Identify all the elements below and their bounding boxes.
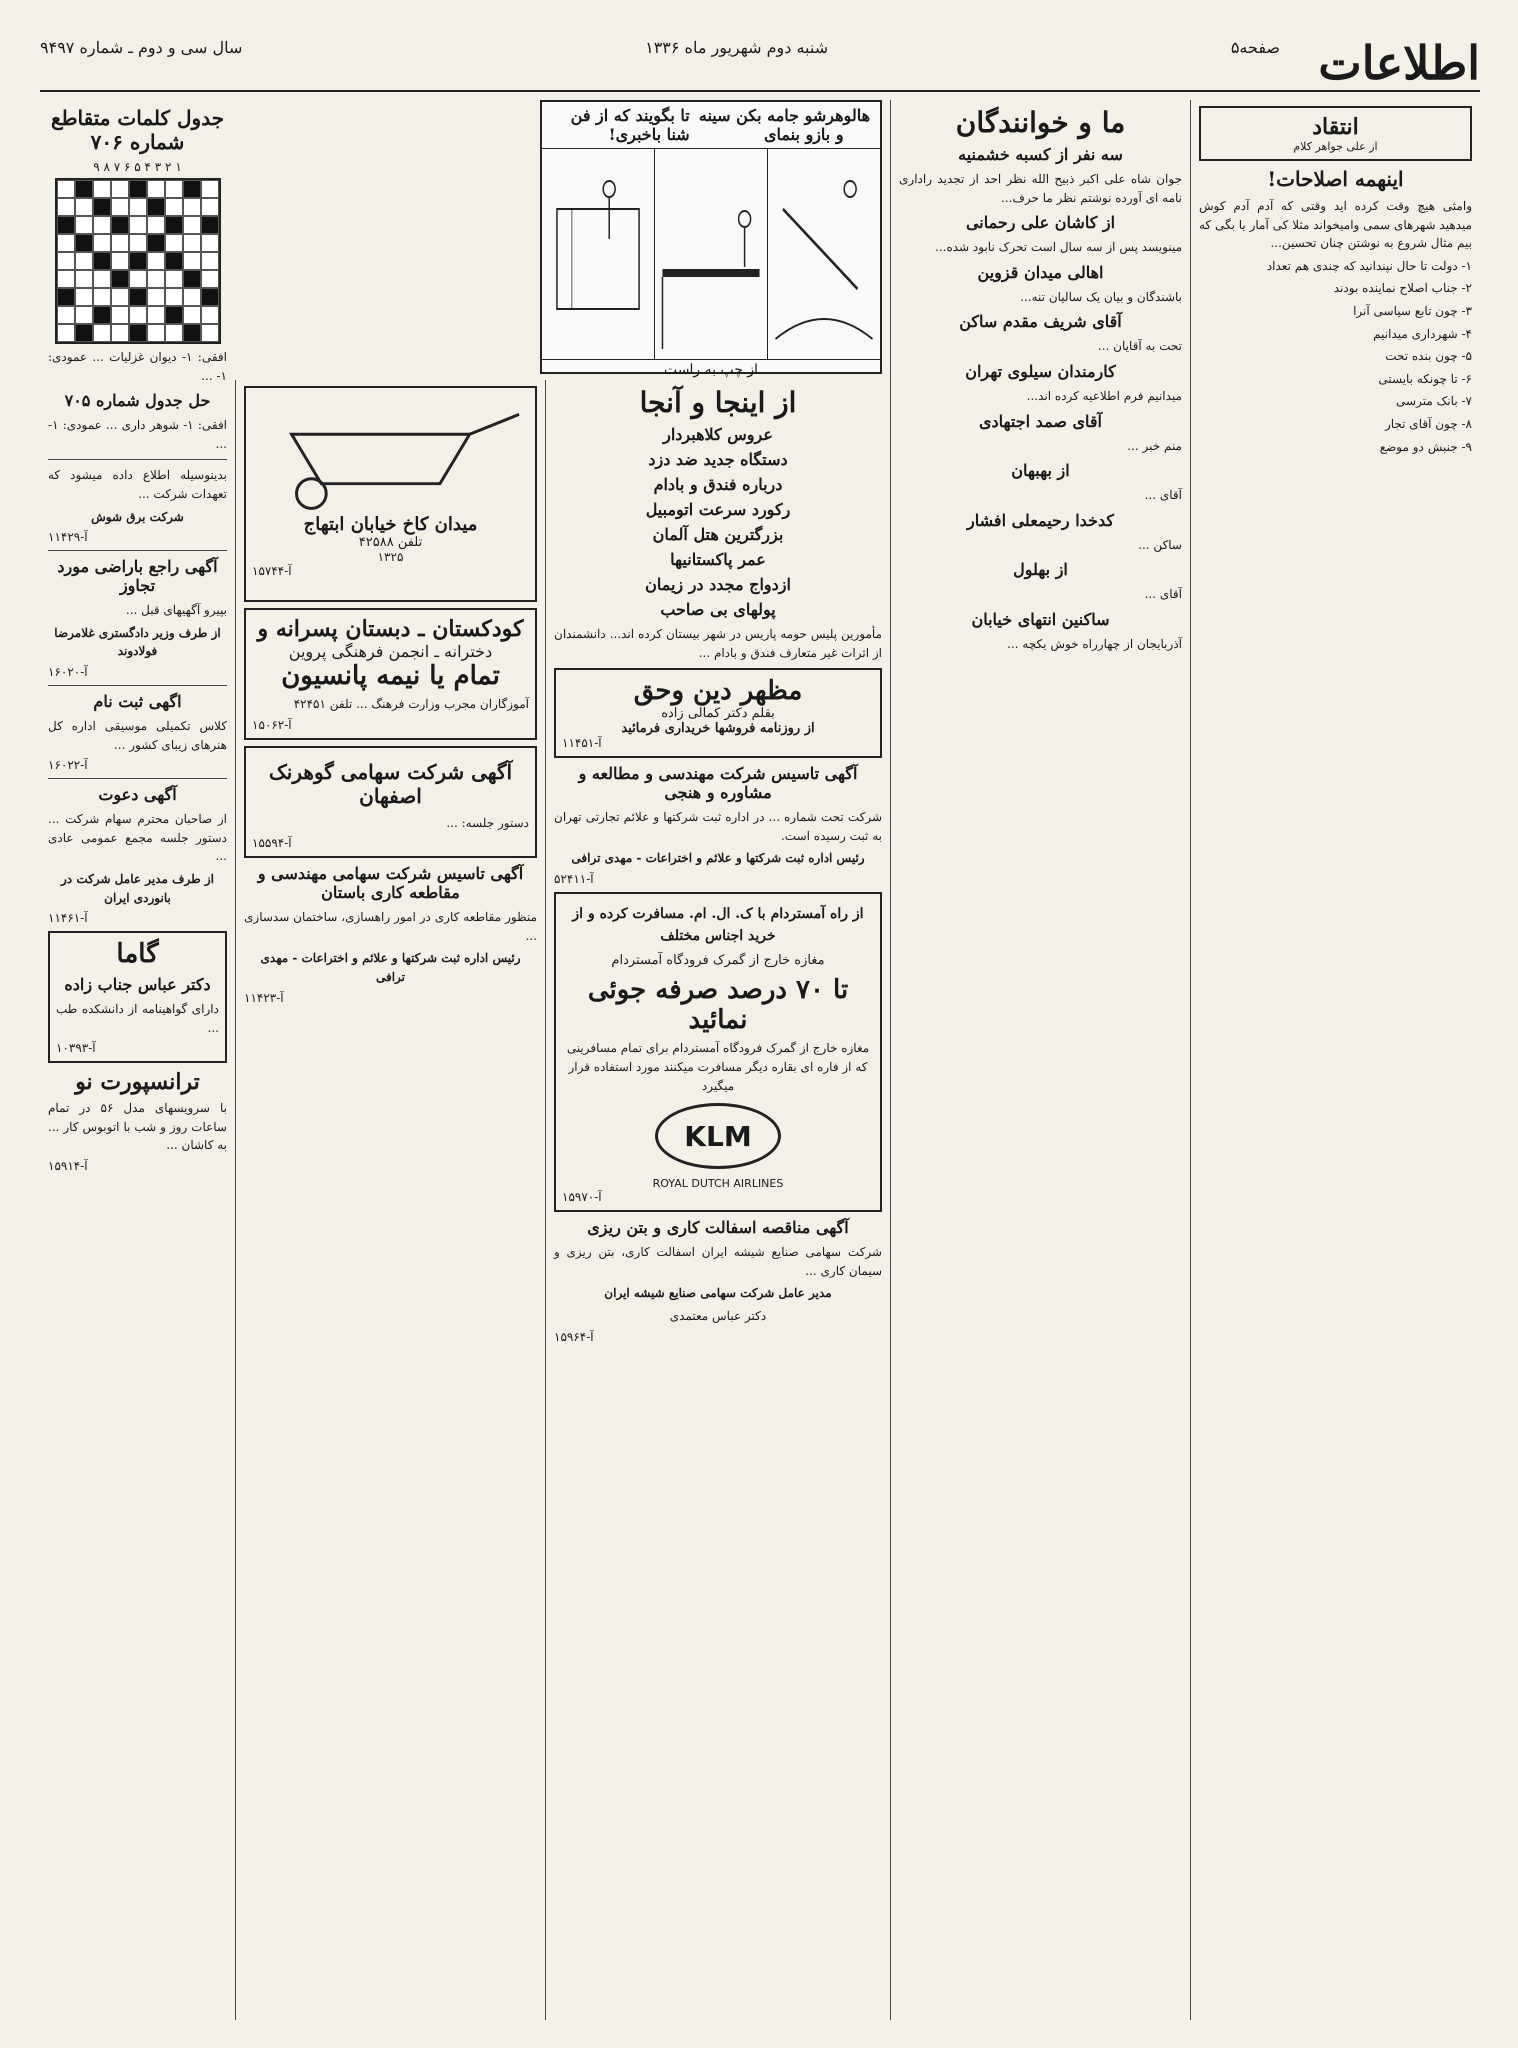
readers-title: ما و خوانندگان: [955, 106, 1126, 139]
book-ad-title: مظهر دین وحق: [633, 676, 803, 707]
readers-section-4-body: تحت به آقایان ...: [1097, 339, 1182, 354]
critique-box: [1199, 106, 1472, 161]
crossword-cell: [165, 306, 183, 324]
book-ad: [554, 668, 882, 758]
solution-title: حل جدول شماره ۷۰۵: [64, 391, 211, 411]
school-ad-title: کودکستان ـ دبستان پسرانه و: [257, 616, 524, 642]
crossword-cell: [165, 324, 183, 342]
klm-ad-line-2: مغازه خارج از گمرک فرودگاه آمستردام: [611, 953, 825, 969]
critique-point-9: ۹- جنبش دو موضع: [1379, 439, 1472, 454]
crossword-cell: [93, 216, 111, 234]
crossword-cell: [57, 252, 75, 270]
crossword-cell: [93, 324, 111, 342]
crossword-cell: [165, 252, 183, 270]
readers-section-10-body: آذربایجان از چهارراه خوش یکچه ...: [1007, 636, 1182, 651]
crossword-cell: [165, 198, 183, 216]
crossword-cell: [183, 306, 201, 324]
readers-section-2-heading: از کاشان علی رحمانی: [965, 213, 1116, 233]
swimmer-ladder-illustration: [542, 149, 654, 359]
crossword-cell: [183, 216, 201, 234]
school-ad-body: آموزگاران مجرب وزارت فرهنگ ... تلفن ۴۲۴۵۱: [293, 697, 529, 711]
crossword-grid: [55, 178, 221, 344]
wheelbarrow-ad-address: میدان کاخ خیابان ابتهاج: [303, 514, 478, 535]
crossword-cell: [111, 216, 129, 234]
comic-caption: از چپ به راست: [542, 359, 880, 380]
engineering-ad-title: آگهی تاسیس شرکت مهندسی و مطالعه و مشاوره و هنجی: [578, 764, 858, 803]
crossword-cell: [75, 324, 93, 342]
crossword-cell: [57, 198, 75, 216]
news-sub-1: عروس کلاهبردار: [663, 425, 773, 444]
crossword-cell: [147, 324, 165, 342]
invitation-body: از صاحبان محترم سهام شرکت ... دستور جلسه مجمع عمومی عادی ...: [48, 812, 227, 864]
notice-2-sign: از طرف وزیر دادگستری غلامرضا فولادوند: [54, 625, 221, 659]
tender-ad-sign-2: دکتر عباس معتمدی: [669, 1309, 767, 1324]
crossword-cell: [57, 180, 75, 198]
crossword-cell: [201, 234, 219, 252]
crossword-cell: [183, 198, 201, 216]
news-sub-5: بزرگترین هتل آلمان: [652, 525, 784, 544]
registration-ref: آ-۱۶۰۲۲: [48, 758, 88, 773]
crossword-cell: [129, 216, 147, 234]
crossword-cell: [147, 306, 165, 324]
crossword-title: جدول کلمات متقاطع شماره ۷۰۶: [50, 106, 225, 154]
crossword-cell: [57, 306, 75, 324]
crossword-cell: [75, 288, 93, 306]
readers-section-7-body: آقای ...: [1144, 488, 1182, 503]
crossword-cell: [93, 252, 111, 270]
crossword-cell: [111, 198, 129, 216]
crossword-cell: [165, 234, 183, 252]
share-ad-body: دستور جلسه: ...: [446, 815, 529, 830]
invitation-sign: از طرف مدیر عامل شرکت در بانوردی ایران: [61, 871, 214, 905]
crossword-cell: [147, 216, 165, 234]
critique-byline: از علی جواهر کلام: [1293, 140, 1378, 153]
notice-2-ref: آ-۱۶۰۲۰: [48, 664, 88, 679]
klm-logo: KLM: [655, 1103, 781, 1169]
share-ad-ref: آ-۱۵۵۹۴: [252, 836, 292, 851]
transport-body: با سرویسهای مدل ۵۶ در تمام ساعات روز و شب با اتوبوس کار ... به کاشان ...: [48, 1101, 227, 1153]
crossword-cell: [201, 306, 219, 324]
crossword-cell: [201, 288, 219, 306]
wheelbarrow-icon: [252, 394, 529, 514]
crossword-cell: [75, 234, 93, 252]
readers-section-6-body: منم خبر ...: [1127, 438, 1182, 453]
crossword-clues: افقی: ۱- دیوان غزلیات ... عمودی: ۱- ...: [48, 350, 227, 383]
crossword-cell: [75, 216, 93, 234]
critique-point-8: ۸- چون آقای تجار: [1384, 416, 1472, 431]
crossword-cell: [111, 306, 129, 324]
engineering-ad-sign: رئیس اداره ثبت شرکتها و علائم و اختراعات - مهدی ترافی: [571, 851, 865, 866]
tender-ad-ref: آ-۱۵۹۶۴: [554, 1329, 594, 1344]
critique-point-6: ۶- تا چونکه بایستی: [1378, 371, 1472, 386]
crossword-cell: [201, 270, 219, 288]
readers-section-8-body: ساکن ...: [1138, 537, 1182, 552]
news-sub-7: ازدواج مجدد در زیمان: [645, 575, 791, 594]
crossword-cell: [165, 288, 183, 306]
gama-brand: گاما: [116, 939, 159, 970]
gama-doctor: دکتر عباس جناب زاده: [64, 975, 211, 995]
crossword-numbers: ۹ ۸ ۷ ۶ ۵ ۴ ۳ ۲ ۱: [93, 160, 182, 174]
crossword-cell: [183, 234, 201, 252]
crossword-cell: [93, 234, 111, 252]
page-number: صفحه۵: [1230, 38, 1280, 57]
comic-panel-3: [542, 149, 654, 359]
news-body: مأمورین پلیس حومه پاریس در شهر بیستان کرده اند... دانشمندان از اثرات غیر متعارف فندق و بادام ...: [554, 627, 882, 660]
critique-point-3: ۳- چون تابع سیاسی آنرا: [1353, 303, 1472, 318]
invitation-title: آگهی دعوت: [98, 785, 177, 805]
crossword-cell: [111, 234, 129, 252]
news-sub-4: رکورد سرعت اتومبیل: [645, 500, 791, 519]
crossword-cell: [165, 270, 183, 288]
crossword-cell: [129, 306, 147, 324]
news-sub-6: عمر پاکستانیها: [670, 550, 766, 569]
registration-body: کلاس تکمیلی موسیقی اداره کل هنرهای زیبای کشور ...: [48, 718, 227, 752]
crossword-cell: [75, 270, 93, 288]
comic-panels: [542, 149, 880, 359]
klm-ad-headline: تا ۷۰ درصد صرفه جوئی نمائید: [587, 975, 849, 1036]
swimmer-splash-illustration: [768, 149, 880, 359]
comic-title-mid: هرشو جامه بکن سینه و بازو بنمای: [698, 106, 844, 144]
crossword-cell: [201, 216, 219, 234]
crossword-cell: [183, 180, 201, 198]
construction-ad-ref: آ-۱۱۴۲۳: [244, 990, 284, 1005]
critique-point-7: ۷- بانک مترسی: [1396, 394, 1472, 409]
crossword-cell: [75, 180, 93, 198]
tender-ad-sign: مدیر عامل شرکت سهامی صنایع شیشه ایران: [604, 1286, 832, 1301]
crossword-cell: [147, 198, 165, 216]
crossword-cell: [129, 198, 147, 216]
crossword-cell: [57, 270, 75, 288]
column-critique: [1190, 100, 1480, 2020]
critique-title: اینهمه اصلاحات!: [1267, 167, 1404, 191]
klm-airline-name: ROYAL DUTCH AIRLINES: [652, 1177, 784, 1191]
crossword-cell: [201, 198, 219, 216]
construction-ad-title: آگهی تاسیس شرکت سهامی مهندسی و مقاطعه کاری باستان: [257, 864, 524, 903]
comic-title-right: هالو: [843, 106, 870, 125]
school-ad-sub: دخترانه ـ انجمن فرهنگی پروین: [288, 642, 493, 661]
tender-ad-title: آگهی مناقصه اسفالت کاری و بتن ریزی: [587, 1218, 849, 1238]
news-sub-8: پولهای بی صاحب: [660, 600, 776, 619]
gama-ad: [48, 931, 227, 1063]
crossword-cell: [129, 234, 147, 252]
wheelbarrow-ad-phone: تلفن ۴۲۵۸۸: [358, 535, 423, 550]
crossword-cell: [165, 180, 183, 198]
crossword-cell: [201, 324, 219, 342]
notice-2-title: آگهی راجع باراضی مورد تجاوز: [57, 557, 218, 596]
engineering-ad-body: شرکت تحت شماره ... در اداره ثبت شرکتها و علائم تجارتی تهران به ثبت رسیده است.: [554, 810, 882, 843]
column-crossword: [40, 100, 235, 2020]
crossword-cell: [57, 234, 75, 252]
readers-section-5-heading: کارمندان سیلوی تهران: [965, 361, 1116, 381]
construction-ad-body: منظور مقاطعه کاری در امور راهسازی، ساختمان سدسازی ...: [244, 910, 537, 943]
crossword-cell: [147, 288, 165, 306]
crossword-cell: [111, 252, 129, 270]
issue-number: سال سی و دوم ـ شماره ۹۴۹۷: [40, 38, 243, 57]
invitation-ref: آ-۱۱۴۶۱: [48, 911, 88, 926]
share-ad-title: آگهی شرکت سهامی گوهرنک اصفهان: [268, 759, 513, 808]
registration-title: اگهی ثبت نام: [93, 691, 182, 711]
critique-point-1: ۱- دولت تا حال نپندانید که چندی هم تعداد: [1266, 258, 1472, 273]
readers-section-10-heading: ساکنین انتهای خیابان: [971, 609, 1110, 629]
news-sub-2: دستگاه جدید ضد دزد: [648, 450, 788, 469]
masthead: [40, 30, 1480, 92]
crossword-cell: [129, 252, 147, 270]
transport-ref: آ-۱۵۹۱۴: [48, 1159, 88, 1174]
column-readers: [890, 100, 1190, 2020]
newspaper-brand: اطلاعات: [1318, 36, 1480, 90]
solution-body: افقی: ۱- شوهر داری ... عمودی: ۱- ...: [48, 418, 228, 451]
comic-title-left: تا بگویند که از فن شنا باخبری!: [570, 106, 690, 144]
readers-section-7-heading: از بهبهان: [1011, 461, 1070, 481]
crossword-cell: [93, 180, 111, 198]
crossword-cell: [111, 288, 129, 306]
book-ad-author: بقلم دکتر کمالی زاده: [661, 706, 775, 722]
crossword-cell: [183, 270, 201, 288]
critique-point-5: ۵- چون بنده تحت: [1385, 349, 1472, 364]
critique-point-4: ۴- شهرداری میدانیم: [1373, 326, 1472, 341]
wheelbarrow-ad-year: ۱۳۲۵: [377, 550, 404, 564]
school-ad: [244, 608, 537, 740]
readers-section-2-body: مینویسد پس از سه سال است تحرک نابود شده...: [935, 240, 1182, 255]
klm-ad: [554, 892, 882, 1212]
crossword-cell: [147, 234, 165, 252]
gama-body: دارای گواهینامه از دانشکده طب ...: [56, 1002, 219, 1035]
wheelbarrow-ad-ref: آ-۱۵۷۴۴: [252, 564, 292, 578]
crossword-cell: [147, 252, 165, 270]
comic-panel-1: [767, 149, 880, 359]
critique-kicker: انتقاد: [1312, 114, 1359, 140]
diving-board-illustration: [655, 149, 767, 359]
news-sub-3: درباره فندق و بادام: [653, 475, 783, 494]
comic-strip: [540, 100, 882, 378]
crossword-cell: [183, 252, 201, 270]
tender-ad-body: شرکت سهامی صنایع شیشه ایران اسفالت کاری، بتن ریزی و سیمان کاری ...: [554, 1245, 882, 1278]
readers-section-9-heading: از بهلول: [1013, 560, 1068, 580]
notice-1-sign: شرکت برق شوش: [91, 509, 184, 524]
comic-title-bar: [542, 102, 880, 149]
construction-ad-sign: رئیس اداره ثبت شرکتها و علائم و اختراعات - مهدی ترافی: [260, 951, 521, 984]
readers-section-3-body: باشندگان و بیان یک سالیان تنه...: [1020, 289, 1182, 304]
readers-section-1-heading: سه نفر از کسبه خشمنیه: [958, 145, 1123, 164]
transport-title: ترانسپورت نو: [75, 1069, 200, 1096]
crossword-cell: [111, 270, 129, 288]
crossword-cell: [183, 324, 201, 342]
gama-ref: آ-۱۰۳۹۳: [56, 1041, 96, 1056]
readers-section-9-body: آقای ...: [1144, 587, 1182, 602]
comic-panel-2: [654, 149, 767, 359]
crossword-cell: [201, 180, 219, 198]
readers-section-6-heading: آقای صمد اجتهادی: [979, 411, 1102, 431]
crossword-cell: [183, 288, 201, 306]
column-ads: [235, 380, 545, 2020]
notice-1-body: بدینوسیله اطلاع داده میشود که تعهدات شرکت ...: [48, 468, 227, 501]
crossword-cell: [93, 270, 111, 288]
crossword-cell: [93, 306, 111, 324]
engineering-ad-ref: آ-۵۲۴۱۱: [554, 871, 594, 886]
readers-section-8-heading: کدخدا رحیمعلی افشار: [967, 510, 1114, 530]
readers-section-1-body: جوان شاه علی اکبر ذبیح الله نظر احد از تجدید راداری نامه ای آورده نوشتم نظر ما حرف...: [899, 172, 1182, 205]
crossword-cell: [111, 324, 129, 342]
school-ad-big: تمام یا نیمه پانسیون: [281, 661, 500, 691]
crossword-cell: [201, 252, 219, 270]
notice-2-body: بپیرو آگهیهای قبل ...: [125, 603, 227, 618]
crossword-cell: [75, 252, 93, 270]
book-ad-ref: آ-۱۱۴۵۱: [562, 736, 602, 751]
crossword-cell: [165, 216, 183, 234]
klm-ad-ref: آ-۱۵۹۷۰: [562, 1190, 602, 1205]
crossword-cell: [129, 270, 147, 288]
crossword-cell: [93, 288, 111, 306]
book-ad-sub: از روزنامه فروشها خریداری فرمائید: [621, 721, 815, 737]
critique-body: وامثی هیچ وقت کرده اید وقتی که آدم آدم کوش میدهید شهرهای سمی وامیخواند مثلا کی آمار یا بگی که بیم مثال شروع به نوشتن چنان تحسین...: [1199, 199, 1472, 251]
crossword-cell: [57, 216, 75, 234]
news-title: از اینجا و آنجا: [639, 386, 797, 419]
crossword-cell: [129, 288, 147, 306]
crossword-cell: [57, 324, 75, 342]
critique-point-2: ۲- جناب اصلاح نماینده بودند: [1333, 281, 1472, 296]
crossword-cell: [129, 180, 147, 198]
column-news: [545, 380, 890, 2020]
crossword-cell: [147, 270, 165, 288]
crossword-cell: [57, 288, 75, 306]
crossword-cell: [129, 324, 147, 342]
wheelbarrow-ad: [244, 386, 537, 602]
dateline: [40, 38, 1280, 57]
crossword-cell: [147, 180, 165, 198]
readers-section-3-heading: اهالی میدان قزوین: [977, 262, 1104, 282]
issue-date: شنبه دوم شهریور ماه ۱۳۳۶: [645, 38, 829, 57]
school-ad-ref: آ-۱۵۰۶۲: [252, 717, 292, 732]
klm-ad-line-1: از راه آمستردام با ک. ال. ام. مسافرت کرده و از خرید اجناس مختلف: [572, 905, 864, 944]
crossword-cell: [111, 180, 129, 198]
readers-section-4-heading: آقای شریف مقدم ساکن: [959, 312, 1122, 332]
share-ad: [244, 746, 537, 859]
klm-ad-line-4: مغازه خارج از گمرک فرودگاه آمستردام برای تمام مسافرینی که از فاره ای بقاره دیگر مسافرت میکنند مورد استفاده قرار میگیرد: [566, 1041, 870, 1093]
crossword-cell: [75, 306, 93, 324]
crossword-cell: [93, 198, 111, 216]
crossword-cell: [75, 198, 93, 216]
readers-section-5-body: میدانیم فرم اطلاعیه کرده اند...: [1026, 388, 1182, 403]
notice-1-ref: آ-۱۱۴۲۹: [48, 530, 88, 545]
